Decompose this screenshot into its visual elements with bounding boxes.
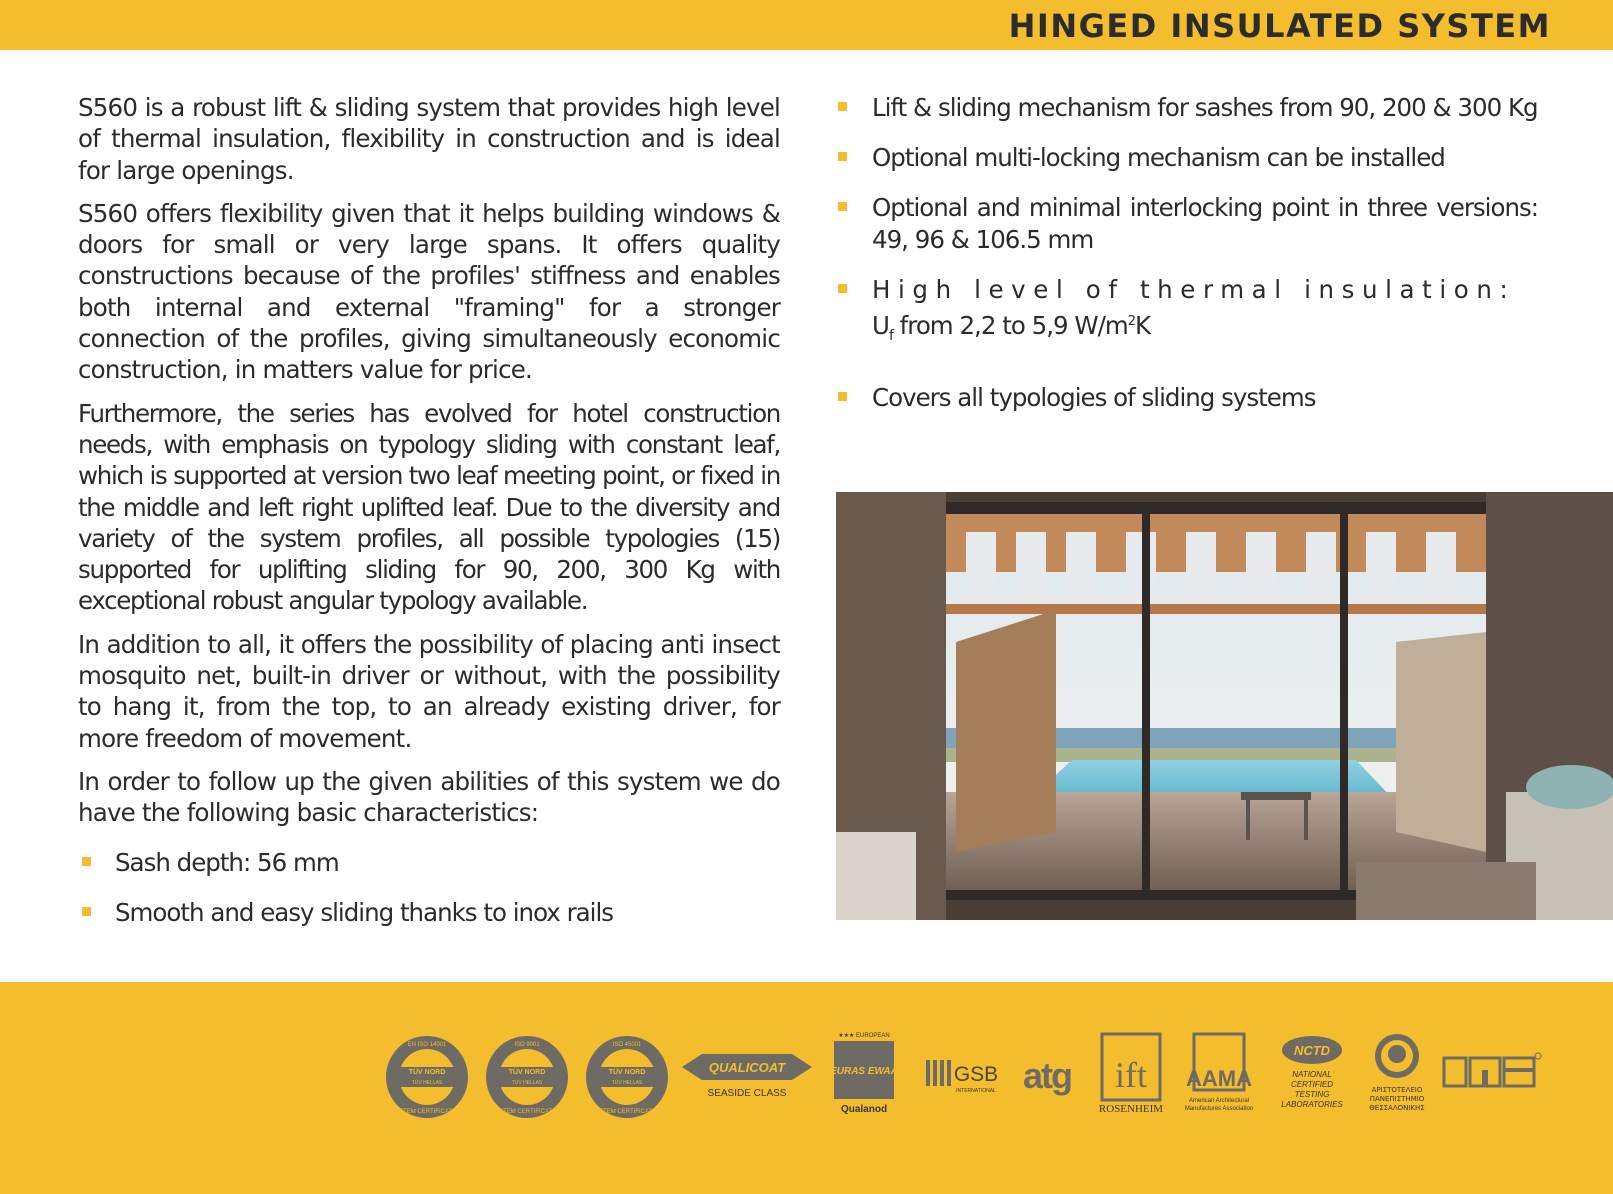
atg-logo-icon — [1014, 1050, 1080, 1098]
svg-text:atg: atg — [1023, 1055, 1071, 1096]
svg-text:Qualanod: Qualanod — [840, 1104, 888, 1114]
paragraph-hotel: Furthermore, the series has evolved for hotel construction needs, with emphasis on typology sliding with constant leaf, which is supported at version two leaf meeting point, or fixed in the middle and left right uplifted leaf. Due to the diversity and variety of the system profiles, all possible typologies (15) supported for uplifting sliding for 90, 200, 300 Kg with exceptional robust angular typology available. — [78, 398, 780, 616]
svg-text:TÜV NORD: TÜV NORD — [608, 1069, 646, 1076]
square-bullet-icon — [838, 392, 847, 401]
svg-text:TÜV NORD: TÜV NORD — [408, 1069, 446, 1076]
square-bullet-icon — [82, 857, 91, 866]
svg-text:TESTING: TESTING — [1294, 1090, 1330, 1099]
svg-text:ISO 45001: ISO 45001 — [612, 1042, 642, 1048]
aama-logo-icon — [1176, 1032, 1262, 1116]
svg-text:ΠΑΝΕΠΙΣΤΗΜΙΟ: ΠΑΝΕΠΙΣΤΗΜΙΟ — [1369, 1095, 1425, 1103]
svg-text:SYSTEM CERTIFICATION: SYSTEM CERTIFICATION — [591, 1109, 663, 1115]
square-bullet-icon — [82, 907, 91, 916]
svg-text:SYSTEM CERTIFICATION: SYSTEM CERTIFICATION — [491, 1109, 563, 1115]
itt-block-logo-icon — [1442, 1052, 1542, 1092]
svg-text:EN ISO 14001: EN ISO 14001 — [407, 1042, 447, 1048]
svg-text:ISO 9001: ISO 9001 — [514, 1042, 540, 1048]
list-item: Lift & sliding mechanism for sashes from 90, 200 & 300 Kg — [834, 92, 1538, 124]
svg-text:SEASIDE CLASS: SEASIDE CLASS — [707, 1088, 787, 1099]
aristotle-university-seal-icon — [1362, 1032, 1432, 1116]
svg-text:EURAS EWAA: EURAS EWAA — [830, 1066, 898, 1077]
paragraph-mosquito-net: In addition to all, it offers the possibility of placing anti insect mosquito net, built-in driver or without, with the possibility to hang it, from the top, to an already existing driver, for more freedom of movement. — [78, 629, 780, 753]
svg-text:American Architectural: American Architectural — [1188, 1098, 1250, 1104]
svg-text:TÜV HELLAS: TÜV HELLAS — [511, 1080, 543, 1086]
paragraph-characteristics: In order to follow up the given abilities of this system we do have the following basic characteristics: — [78, 766, 780, 828]
svg-text:INTERNATIONAL: INTERNATIONAL — [956, 1088, 996, 1094]
euras-ewaa-qualanod-logo-icon — [822, 1028, 906, 1114]
square-bullet-icon — [838, 102, 847, 111]
list-item: Covers all typologies of sliding systems — [834, 382, 1538, 414]
list-item: Sash depth: 56 mm — [78, 847, 780, 879]
svg-text:NCTD: NCTD — [1293, 1043, 1331, 1058]
tuv-iso14001-seal-icon — [384, 1034, 470, 1120]
svg-text:★★★ EUROPEAN: ★★★ EUROPEAN — [838, 1033, 890, 1039]
svg-text:NATIONAL: NATIONAL — [1292, 1070, 1332, 1079]
paragraph-flexibility: S560 offers flexibility given that it helps building windows & doors for small or very large spans. It offers quality constructions because of the profiles' stiffness and enables both internal and external "framing" for a stronger connection of the profiles, giving simultaneously economic construction, in matters value for price. — [78, 198, 780, 385]
page-title: HINGED INSULATED SYSTEM — [1008, 7, 1551, 45]
svg-text:ΘΕΣΣΑΛΟΝΙΚΗΣ: ΘΕΣΣΑΛΟΝΙΚΗΣ — [1369, 1104, 1425, 1112]
square-bullet-icon — [838, 152, 847, 161]
square-bullet-icon — [838, 202, 847, 211]
svg-text:GSB: GSB — [953, 1063, 999, 1086]
svg-text:LABORATORIES: LABORATORIES — [1281, 1100, 1343, 1109]
ift-rosenheim-logo-icon — [1096, 1032, 1166, 1116]
svg-text:ROSENHEIM: ROSENHEIM — [1098, 1103, 1164, 1115]
right-column — [834, 92, 1538, 432]
svg-text:Manufactures Association: Manufactures Association — [1184, 1106, 1254, 1112]
right-bullet-list — [834, 92, 1538, 414]
hotel-room-photo — [836, 492, 1613, 920]
nctd-laboratories-logo-icon — [1272, 1032, 1352, 1118]
tuv-iso45001-seal-icon — [584, 1034, 670, 1120]
left-column — [78, 92, 780, 947]
svg-text:AAMA: AAMA — [1186, 1066, 1252, 1091]
qualicoat-logo-icon — [682, 1052, 812, 1102]
svg-text:TÜV HELLAS: TÜV HELLAS — [411, 1080, 443, 1086]
tuv-iso9001-seal-icon — [484, 1034, 570, 1120]
svg-text:CERTIFIED: CERTIFIED — [1290, 1080, 1334, 1089]
svg-text:TÜV HELLAS: TÜV HELLAS — [611, 1080, 643, 1086]
paragraph-intro: S560 is a robust lift & sliding system that provides high level of thermal insulation, flexibility in construction and is ideal for large openings. — [78, 93, 780, 185]
gsb-international-logo-icon — [926, 1056, 1000, 1096]
list-item: Optional and minimal interlocking point in three versions: 49, 96 & 106.5 mm — [834, 192, 1538, 256]
list-item: Optional multi-locking mechanism can be installed — [834, 142, 1538, 174]
list-item: High level of thermal insulation: $U_f$ from 2,2 to 5,9 $W/m^2K$ — [834, 274, 1538, 352]
svg-text:SYSTEM CERTIFICATION: SYSTEM CERTIFICATION — [391, 1109, 463, 1115]
uf-value: $U_f$ from 2,2 to 5,9 $W/m^2K$ — [872, 311, 1151, 345]
square-bullet-icon — [838, 284, 847, 293]
svg-text:QUALICOAT: QUALICOAT — [708, 1060, 786, 1075]
svg-text:ΑΡΙΣΤΟΤΕΛΕΙΟ: ΑΡΙΣΤΟΤΕΛΕΙΟ — [1371, 1086, 1423, 1094]
left-bullet-list — [78, 847, 780, 929]
sliding-door-view-image — [836, 492, 1613, 920]
svg-text:ift: ift — [1115, 1055, 1147, 1095]
certification-logos — [384, 1028, 1544, 1128]
svg-text:TÜV NORD: TÜV NORD — [508, 1069, 546, 1076]
list-item: Smooth and easy sliding thanks to inox rails — [78, 897, 780, 929]
